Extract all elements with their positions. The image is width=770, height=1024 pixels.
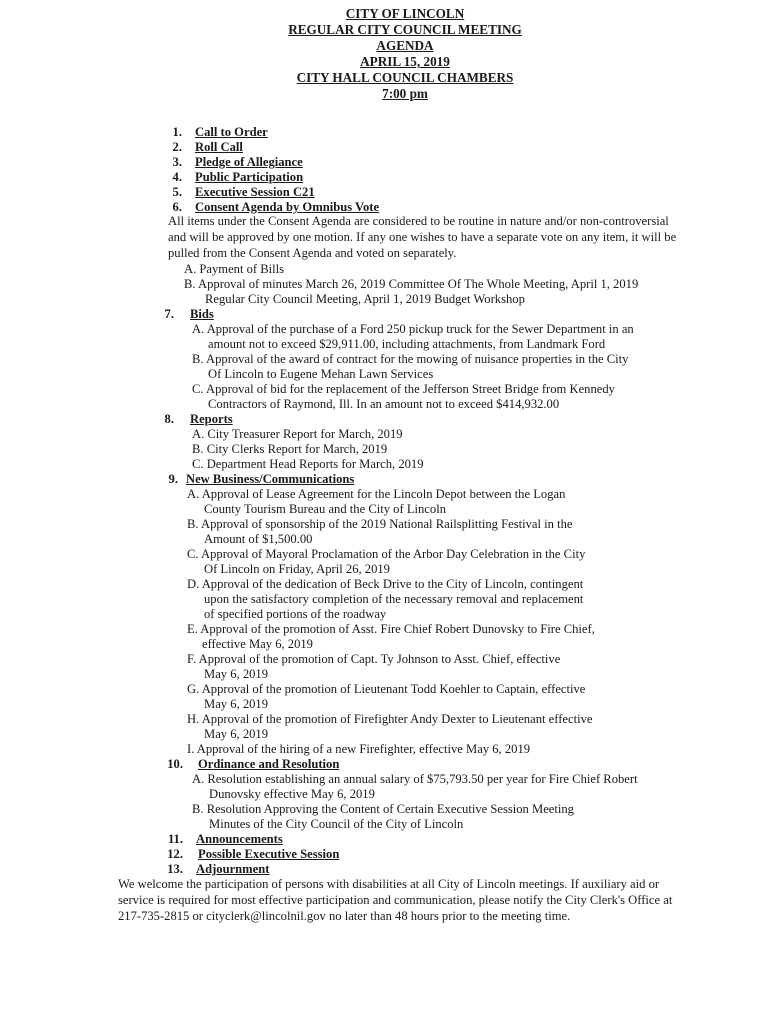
ordinance-item-b: B. Resolution Approving the Content of Certain Executive Session Meeting (192, 802, 574, 816)
new-business-item-f-cont: May 6, 2019 (204, 667, 269, 681)
new-business-item-a-cont: County Tourism Bureau and the City of Lincoln (204, 502, 446, 516)
item-number: 7. (164, 307, 174, 321)
new-business-item-h-cont: May 6, 2019 (204, 727, 269, 741)
item-title-adjournment: Adjournment (196, 862, 270, 876)
new-business-item-b-cont: Amount of $1,500.00 (204, 532, 313, 546)
item-number: 2. (172, 140, 182, 154)
consent-intro-line: and will be approved by one motion. If any one wishes to have a separate vote on any item, it will be (168, 230, 677, 244)
item-title-possible-executive-session: Possible Executive Session (198, 847, 340, 861)
item-title-roll-call: Roll Call (195, 140, 243, 154)
reports-item-b: B. City Clerks Report for March, 2019 (192, 442, 388, 456)
item-number: 6. (172, 200, 182, 214)
consent-item-a: A. Payment of Bills (184, 262, 285, 276)
item-title-bids: Bids (190, 307, 214, 321)
reports-item-c: C. Department Head Reports for March, 2019 (192, 457, 424, 471)
consent-intro-line: pulled from the Consent Agenda and voted on separately. (168, 246, 457, 260)
consent-intro-line: All items under the Consent Agenda are considered to be routine in nature and/or non-controversial (168, 214, 669, 228)
new-business-item-i: I. Approval of the hiring of a new Firefighter, effective May 6, 2019 (187, 742, 531, 756)
item-title-consent-agenda: Consent Agenda by Omnibus Vote (195, 200, 380, 214)
reports-item-a: A. City Treasurer Report for March, 2019 (192, 427, 403, 441)
item-title-announcements: Announcements (196, 832, 283, 846)
item-title-public-participation: Public Participation (195, 170, 304, 184)
item-number: 12. (167, 847, 183, 861)
new-business-item-c-cont: Of Lincoln on Friday, April 26, 2019 (204, 562, 390, 576)
item-title-ordinance: Ordinance and Resolution (198, 757, 340, 771)
consent-item-b-cont: Regular City Council Meeting, April 1, 2019 Budget Workshop (205, 292, 525, 306)
bids-item-a-cont: amount not to exceed $29,911.00, including attachments, from Landmark Ford (208, 337, 606, 351)
accessibility-notice-line: 217-735-2815 or cityclerk@lincolnil.gov no later than 48 hours prior to the meeting time. (118, 909, 571, 923)
meeting-name: REGULAR CITY COUNCIL MEETING (288, 22, 522, 37)
item-number: 11. (167, 832, 183, 846)
item-title-pledge: Pledge of Allegiance (195, 155, 303, 169)
city-name: CITY OF LINCOLN (345, 6, 465, 21)
meeting-time: 7:00 pm (382, 86, 428, 101)
new-business-item-a: A. Approval of Lease Agreement for the Lincoln Depot between the Logan (187, 487, 566, 501)
item-title-new-business: New Business/Communications (186, 472, 355, 486)
consent-item-b: B. Approval of minutes March 26, 2019 Committee Of The Whole Meeting, April 1, 2019 (184, 277, 639, 291)
item-number: 13. (167, 862, 183, 876)
new-business-item-g-cont: May 6, 2019 (204, 697, 269, 711)
ordinance-item-a-cont: Dunovsky effective May 6, 2019 (209, 787, 375, 801)
accessibility-notice-line: service is required for most effective participation and communication, please notify the City Clerk's Office at (118, 893, 673, 907)
new-business-item-g: G. Approval of the promotion of Lieutenant Todd Koehler to Captain, effective (187, 682, 586, 696)
agenda-header (0, 6, 770, 102)
item-number: 1. (172, 125, 182, 139)
item-number: 10. (167, 757, 183, 771)
bids-item-a: A. Approval of the purchase of a Ford 250 pickup truck for the Sewer Department in an (192, 322, 634, 336)
meeting-location: CITY HALL COUNCIL CHAMBERS (296, 70, 514, 85)
item-number: 3. (172, 155, 182, 169)
new-business-item-b: B. Approval of sponsorship of the 2019 National Railsplitting Festival in the (187, 517, 573, 531)
new-business-item-d-cont: of specified portions of the roadway (204, 607, 387, 621)
item-number: 9. (168, 472, 178, 486)
item-title-reports: Reports (190, 412, 233, 426)
new-business-item-e: E. Approval of the promotion of Asst. Fire Chief Robert Dunovsky to Fire Chief, (187, 622, 595, 636)
item-title-call-to-order: Call to Order (195, 125, 268, 139)
new-business-item-d: D. Approval of the dedication of Beck Drive to the City of Lincoln, contingent (187, 577, 584, 591)
bids-item-c-cont: Contractors of Raymond, Ill. In an amount not to exceed $414,932.00 (208, 397, 560, 411)
new-business-item-h: H. Approval of the promotion of Firefighter Andy Dexter to Lieutenant effective (187, 712, 593, 726)
new-business-item-e-cont: effective May 6, 2019 (202, 637, 313, 651)
item-number: 4. (172, 170, 182, 184)
item-title-executive-session: Executive Session C21 (195, 185, 315, 199)
accessibility-notice-line: We welcome the participation of persons with disabilities at all City of Lincoln meetings. If auxiliary aid or (118, 877, 660, 891)
meeting-date: APRIL 15, 2019 (360, 54, 450, 69)
bids-item-b: B. Approval of the award of contract for the mowing of nuisance properties in the City (192, 352, 629, 366)
document-type: AGENDA (376, 38, 434, 53)
new-business-item-c: C. Approval of Mayoral Proclamation of the Arbor Day Celebration in the City (187, 547, 586, 561)
bids-item-b-cont: Of Lincoln to Eugene Mehan Lawn Services (208, 367, 434, 381)
new-business-item-f: F. Approval of the promotion of Capt. Ty Johnson to Asst. Chief, effective (187, 652, 561, 666)
bids-item-c: C. Approval of bid for the replacement of the Jefferson Street Bridge from Kennedy (192, 382, 615, 396)
ordinance-item-b-cont: Minutes of the City Council of the City of Lincoln (209, 817, 464, 831)
new-business-item-d-cont: upon the satisfactory completion of the necessary removal and replacement (204, 592, 584, 606)
item-number: 5. (172, 185, 182, 199)
ordinance-item-a: A. Resolution establishing an annual salary of $75,793.50 per year for Fire Chief Robert (192, 772, 638, 786)
item-number: 8. (164, 412, 174, 426)
